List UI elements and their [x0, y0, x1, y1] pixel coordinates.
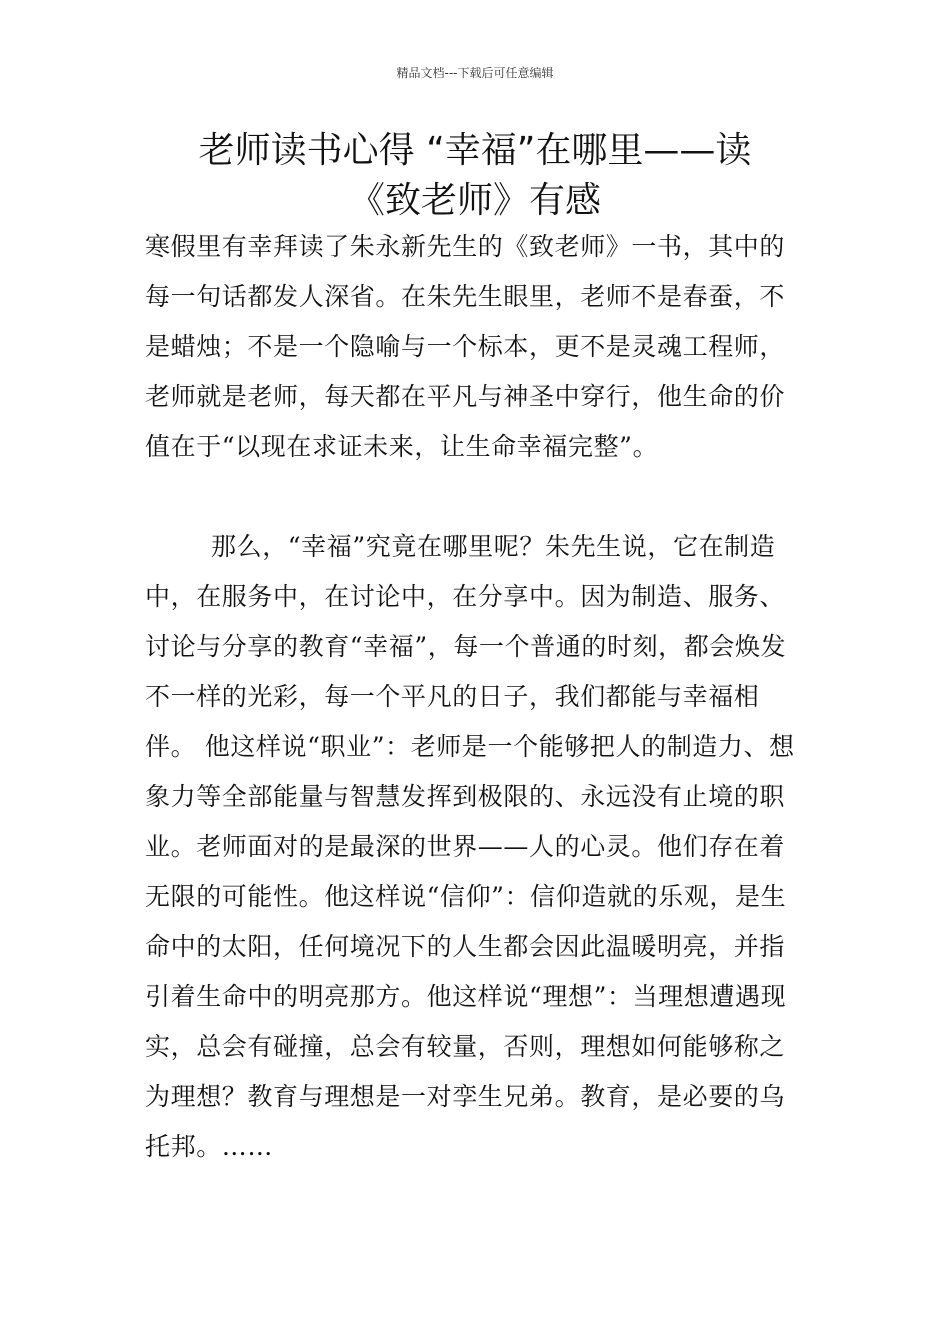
- title-line-1: 老师读书心得 “幸福”在哪里——读: [198, 130, 752, 171]
- page-header-watermark: 精品文档---下载后可任意编辑: [396, 66, 554, 80]
- title-line-2: 《致老师》有感: [348, 180, 601, 221]
- document-title: [120, 126, 830, 226]
- paragraph-1: 寒假里有幸拜读了朱永新先生的《致老师》一书，其中的每一句话都发人深省。在朱先生眼里，老师不是春蚕，不是蜡烛；不是一个隐喻与一个标本，更不是灵魂工程师，老师就是老师，每天都在平凡与神圣中穿行，他生命的价值在于“以现在求证未来，让生命幸福完整”。: [145, 232, 786, 461]
- paragraph-2: 那么，“幸福”究竟在哪里呢？朱先生说，它在制造中，在服务中，在讨论中，在分享中。因为制造、服务、讨论与分享的教育“幸福”，每一个普通的时刻，都会焕发不一样的光彩，每一个平凡的日子，我们都能与幸福相伴。 他这样说“职业”：老师是一个能够把人的制造力、想象力等全部能量与智慧发挥到极限的、永远没有止境的职业。老师面对的是最深的世界——人的心灵。他们存在着无限的可能性。他这样说“信仰”：信仰造就的乐观，是生命中的太阳，任何境况下的人生都会因此温暖明亮，并指引着生命中的明亮那方。他这样说“理想”：当理想遭遇现实，总会有碰撞，总会有较量，否则，理想如何能够称之为理想？教育与理想是一对孪生兄弟。教育，是必要的乌托邦。……: [145, 532, 795, 1161]
